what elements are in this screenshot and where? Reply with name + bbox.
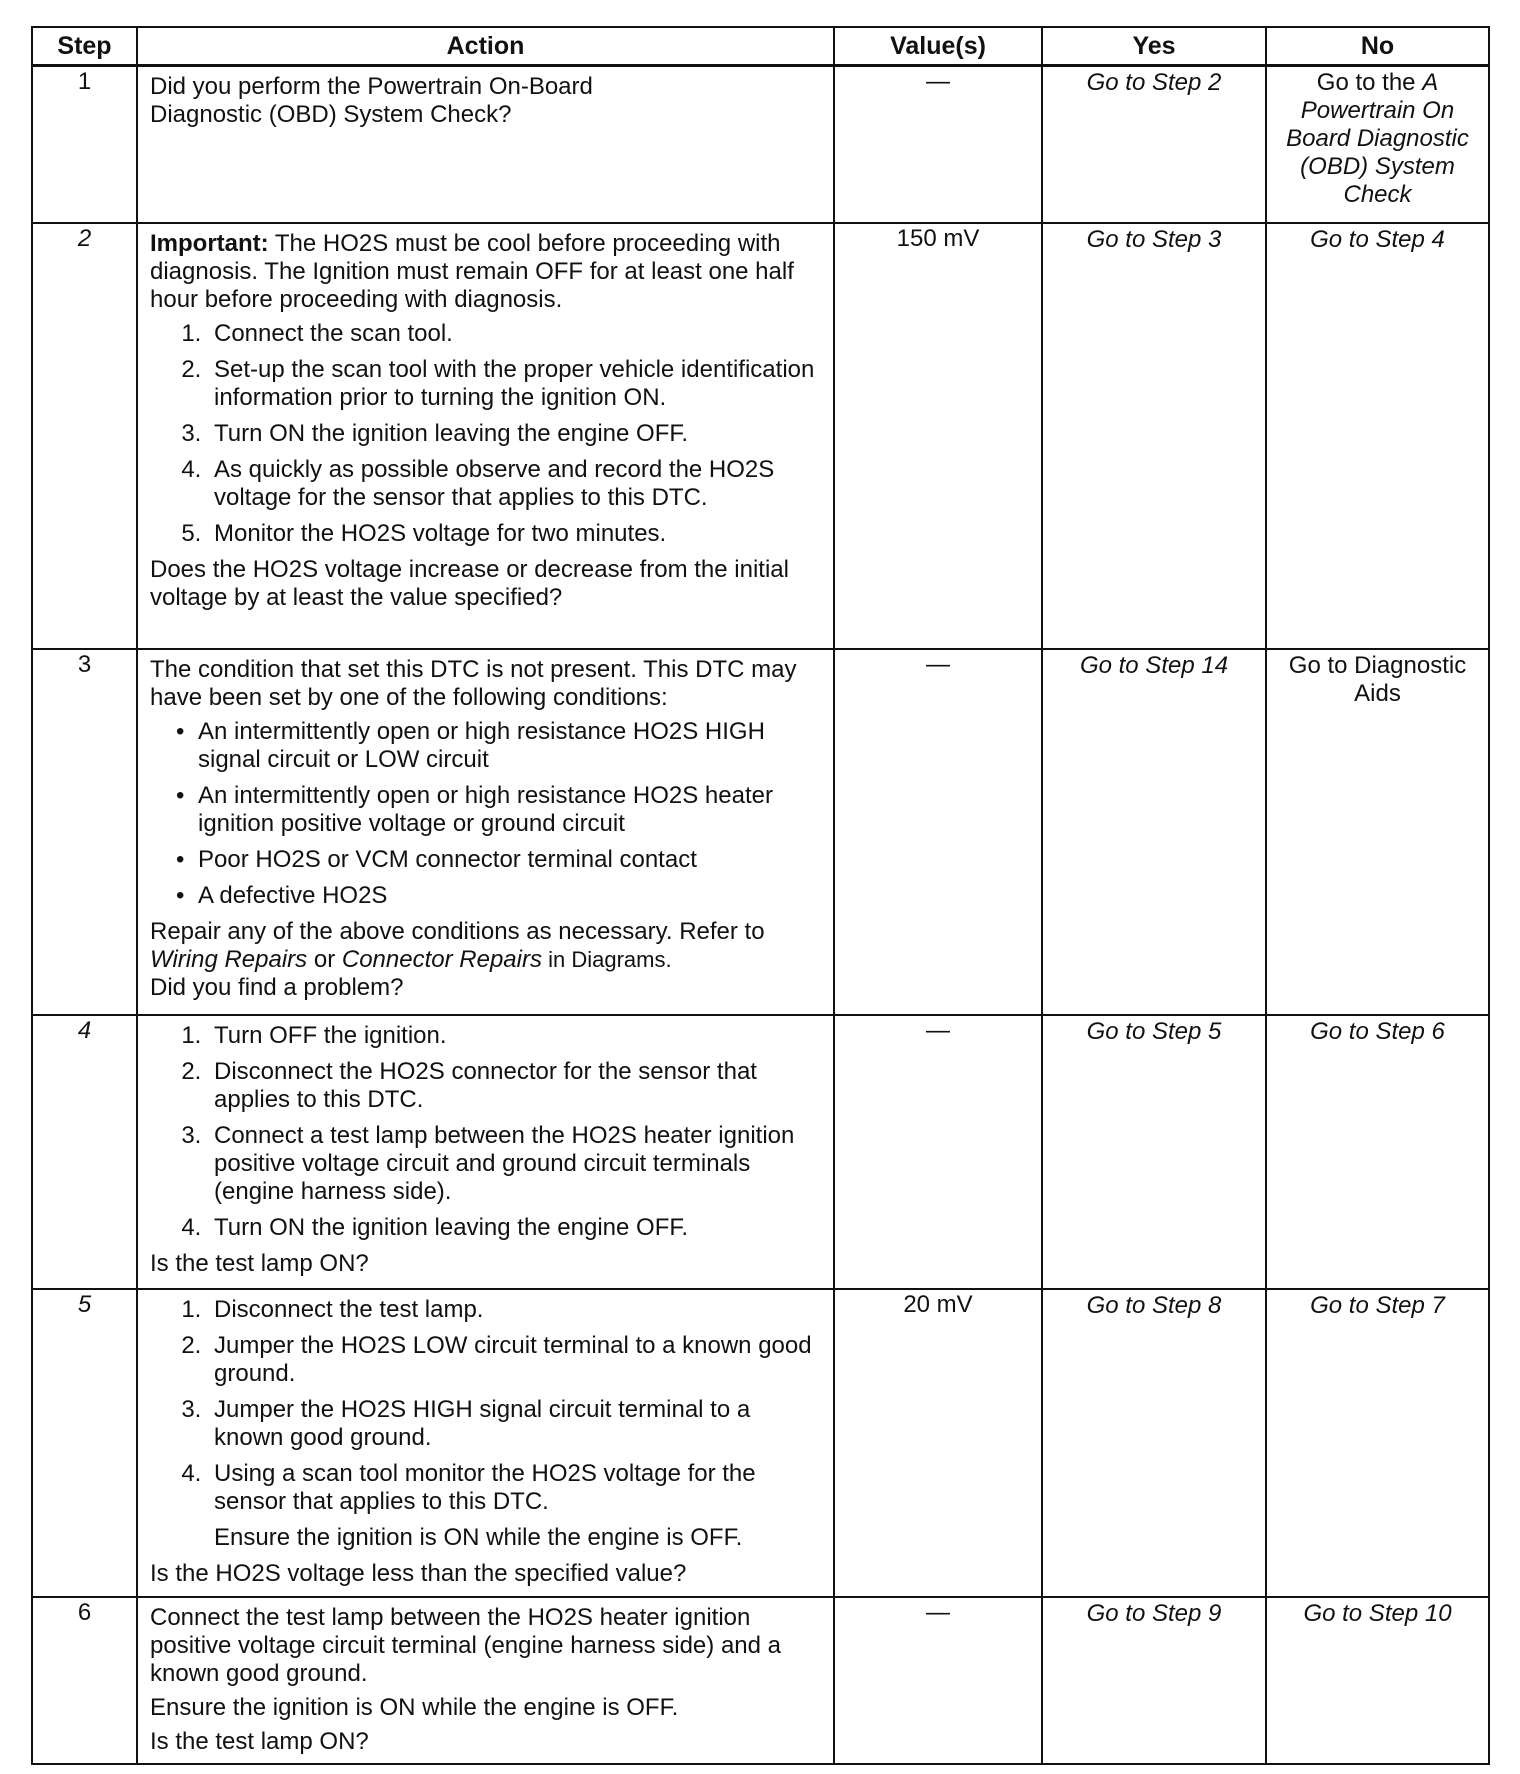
list-item: • Poor HO2S or VCM connector terminal contact — [198, 846, 823, 874]
value-cell: — — [834, 1015, 1042, 1289]
yes-cell: Go to Step 3 — [1042, 223, 1266, 649]
no-cell — [1266, 66, 1489, 223]
list-item: • An intermittently open or high resistance HO2S HIGH signal circuit or LOW circuit — [198, 718, 823, 774]
yes-cell: Go to Step 2 — [1042, 66, 1266, 223]
connector-repairs-reference: Connector Repairs — [341, 945, 542, 973]
condition-list — [150, 718, 823, 910]
list-item: 3. Connect a test lamp between the HO2S heater ignition positive voltage circuit and ground circuit terminals (engine harness side). — [208, 1122, 823, 1206]
step-number: 2 — [32, 223, 137, 649]
list-item: • A defective HO2S — [198, 882, 823, 910]
header-no: No — [1266, 27, 1489, 66]
action-cell — [137, 1015, 834, 1289]
action-cell — [137, 66, 834, 223]
important-text: The HO2S must be cool before proceeding with diagnosis. The Ignition must remain OFF for at least one half hour before proceeding with diagnosis. — [150, 229, 794, 313]
list-item: 5. Monitor the HO2S voltage for two minutes. — [208, 520, 823, 548]
list-item: 2. Set-up the scan tool with the proper vehicle identification information prior to turning the ignition ON. — [208, 356, 823, 412]
repair-prefix: Repair any of the above conditions as necessary. Refer to — [150, 917, 765, 945]
action-cell — [137, 1597, 834, 1764]
list-item: 4. Using a scan tool monitor the HO2S voltage for the sensor that applies to this DTC. — [208, 1460, 823, 1516]
table-row-step-6 — [32, 1597, 1489, 1764]
repair-suffix: in Diagrams. — [541, 946, 672, 972]
value-cell: — — [834, 66, 1042, 223]
header-step: Step — [32, 27, 137, 66]
list-item: 4. Turn ON the ignition leaving the engine OFF. — [208, 1214, 823, 1242]
list-item: 2. Jumper the HO2S LOW circuit terminal to a known good ground. — [208, 1332, 823, 1388]
step-number: 4 — [32, 1015, 137, 1289]
list-item: 3. Jumper the HO2S HIGH signal circuit terminal to a known good ground. — [208, 1396, 823, 1452]
repair-text — [150, 918, 823, 974]
header-action: Action — [137, 27, 834, 66]
note-text: Ensure the ignition is ON while the engine is OFF. — [150, 1693, 679, 1721]
step-number: 3 — [32, 649, 137, 1015]
table-row-step-3 — [32, 649, 1489, 1015]
list-item: 1. Connect the scan tool. — [208, 320, 823, 348]
question-text: Does the HO2S voltage increase or decrease from the initial voltage by at least the value specified? — [150, 555, 789, 611]
yes-cell: Go to Step 9 — [1042, 1597, 1266, 1764]
repair-or: or — [307, 945, 342, 973]
header-row — [32, 27, 1489, 66]
yes-cell: Go to Step 8 — [1042, 1289, 1266, 1597]
yes-cell: Go to Step 14 — [1042, 649, 1266, 1015]
list-item: 4. As quickly as possible observe and record the HO2S voltage for the sensor that applies to this DTC. — [208, 456, 823, 512]
important-note — [150, 230, 823, 314]
list-item: • An intermittently open or high resistance HO2S heater ignition positive voltage or ground circuit — [198, 782, 823, 838]
value-cell: 20 mV — [834, 1289, 1042, 1597]
header-values: Value(s) — [834, 27, 1042, 66]
no-cell: Go to Diagnostic Aids — [1266, 649, 1489, 1015]
value-cell: 150 mV — [834, 223, 1042, 649]
step-number: 6 — [32, 1597, 137, 1764]
procedure-list — [150, 1296, 823, 1516]
table-row-step-4 — [32, 1015, 1489, 1289]
procedure-list — [150, 1022, 823, 1242]
step-number: 5 — [32, 1289, 137, 1597]
question-text: Is the test lamp ON? — [150, 1249, 369, 1277]
list-item: 1. Disconnect the test lamp. — [208, 1296, 823, 1324]
action-cell — [137, 223, 834, 649]
table-row-step-2 — [32, 223, 1489, 649]
no-cell: Go to Step 4 — [1266, 223, 1489, 649]
action-text: Connect the test lamp between the HO2S heater ignition positive voltage circuit terminal (engine harness side) and a known good ground. — [150, 1603, 781, 1687]
table-row-step-5 — [32, 1289, 1489, 1597]
list-item: 1. Turn OFF the ignition. — [208, 1022, 823, 1050]
question-text: Is the test lamp ON? — [150, 1727, 369, 1755]
value-cell: — — [834, 1597, 1042, 1764]
important-label: Important: — [150, 229, 269, 257]
action-cell — [137, 1289, 834, 1597]
step-number: 1 — [32, 66, 137, 223]
question-text: Is the HO2S voltage less than the specified value? — [150, 1559, 687, 1587]
wiring-repairs-reference: Wiring Repairs — [150, 945, 308, 973]
no-reference: A Powertrain On Board Diagnostic (OBD) System Check — [1286, 69, 1469, 208]
action-text: Did you perform the Powertrain On-Board Diagnostic (OBD) System Check? — [150, 73, 593, 128]
procedure-list — [150, 320, 823, 548]
list-item: 2. Disconnect the HO2S connector for the sensor that applies to this DTC. — [208, 1058, 823, 1114]
list-item: 3. Turn ON the ignition leaving the engine OFF. — [208, 420, 823, 448]
question-text: Did you find a problem? — [150, 973, 404, 1001]
yes-cell: Go to Step 5 — [1042, 1015, 1266, 1289]
no-prefix: Go to the — [1316, 69, 1423, 96]
intro-text: The condition that set this DTC is not present. This DTC may have been set by one of the following conditions: — [150, 655, 797, 711]
note-text: Ensure the ignition is ON while the engine is OFF. — [214, 1523, 743, 1551]
no-cell: Go to Step 7 — [1266, 1289, 1489, 1597]
table-row-step-1 — [32, 66, 1489, 223]
no-cell: Go to Step 10 — [1266, 1597, 1489, 1764]
action-cell — [137, 649, 834, 1015]
no-cell: Go to Step 6 — [1266, 1015, 1489, 1289]
header-yes: Yes — [1042, 27, 1266, 66]
diagnostic-table — [31, 26, 1490, 1765]
value-cell: — — [834, 649, 1042, 1015]
